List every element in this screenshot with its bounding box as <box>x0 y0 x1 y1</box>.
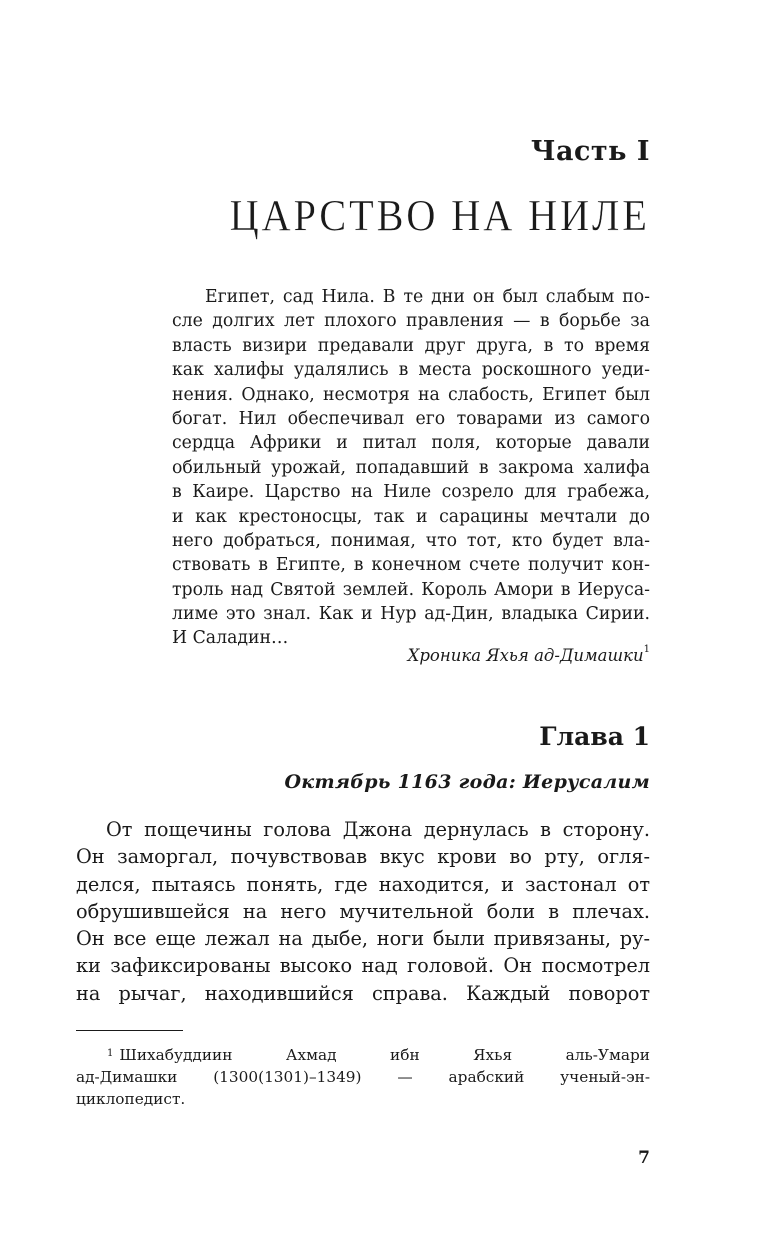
footnote-line: циклопедист. <box>76 1090 186 1108</box>
body-line: делся, пытаясь понять, где находится, и застонал от <box>76 872 650 896</box>
epigraph-line: сердца Африки и питал поля, которые давали <box>172 433 650 454</box>
epigraph-line: лиме это знал. Как и Нур ад-Дин, владыка Сирии. <box>172 604 650 625</box>
epigraph-attribution <box>408 646 650 665</box>
epigraph-line: власть визири предавали друг друга, в то время <box>172 335 650 356</box>
epigraph-line: сле долгих лет плохого правления — в борьбе за <box>172 311 650 332</box>
body-line: От пощечины голова Джона дернулась в сторону. <box>106 818 650 841</box>
page-number: 7 <box>638 1148 650 1168</box>
epigraph-line: богат. Нил обеспечивал его товарами из самого <box>172 408 650 429</box>
epigraph-line: как халифы удалялись в места роскошного уеди- <box>172 360 650 381</box>
part-title: ЦАРСТВО НА НИЛЕ <box>229 191 650 240</box>
body-line: Он все еще лежал на дыбе, ноги были привязаны, ру- <box>76 927 650 951</box>
footnote-divider <box>76 1030 183 1031</box>
footnote-line <box>76 1044 650 1066</box>
epigraph <box>172 285 650 651</box>
body-text <box>76 816 650 1007</box>
epigraph-line: Египет, сад Нила. В те дни он был слабым по- <box>205 287 650 307</box>
epigraph-line: ствовать в Египте, в конечном счете получит кон- <box>172 555 650 576</box>
body-line: на рычаг, находившийся справа. Каждый поворот <box>76 981 650 1005</box>
epigraph-line: нения. Однако, несмотря на слабость, Египет был <box>172 384 650 405</box>
part-label: Часть I <box>530 136 650 167</box>
epigraph-line: обильный урожай, попадавший в закрома халифа <box>172 457 650 478</box>
footnote-line: ад-Димашки (1300(1301)–1349) — арабский ученый-эн- <box>76 1068 650 1086</box>
footnote-mark: 1 <box>107 1048 114 1059</box>
body-line: Он заморгал, почувствовав вкус крови во рту, огля- <box>76 845 650 869</box>
epigraph-line: И Саладин… <box>172 628 289 649</box>
footnote-line-text: Шихабуддиин Ахмад ибн Яхья аль-Умари <box>119 1046 650 1064</box>
epigraph-line: троль над Святой землей. Король Амори в Иеруса- <box>172 579 650 600</box>
epigraph-line: него добраться, понимая, что тот, кто будет вла- <box>172 530 650 551</box>
body-line: ки зафиксированы высоко над головой. Он посмотрел <box>76 954 650 978</box>
chapter-subtitle: Октябрь 1163 года: Иерусалим <box>284 771 650 793</box>
attribution-text: Хроника Яхья ад-Димашки <box>407 646 644 665</box>
epigraph-line: в Каире. Царство на Ниле созрело для грабежа, <box>172 482 650 503</box>
footnote <box>76 1044 650 1110</box>
chapter-label: Глава 1 <box>539 722 650 751</box>
body-line: обрушившейся на него мучительной боли в плечах. <box>76 899 650 923</box>
footnote-reference[interactable]: 1 <box>643 644 650 655</box>
epigraph-line: и как крестоносцы, так и сарацины мечтали до <box>172 506 650 527</box>
